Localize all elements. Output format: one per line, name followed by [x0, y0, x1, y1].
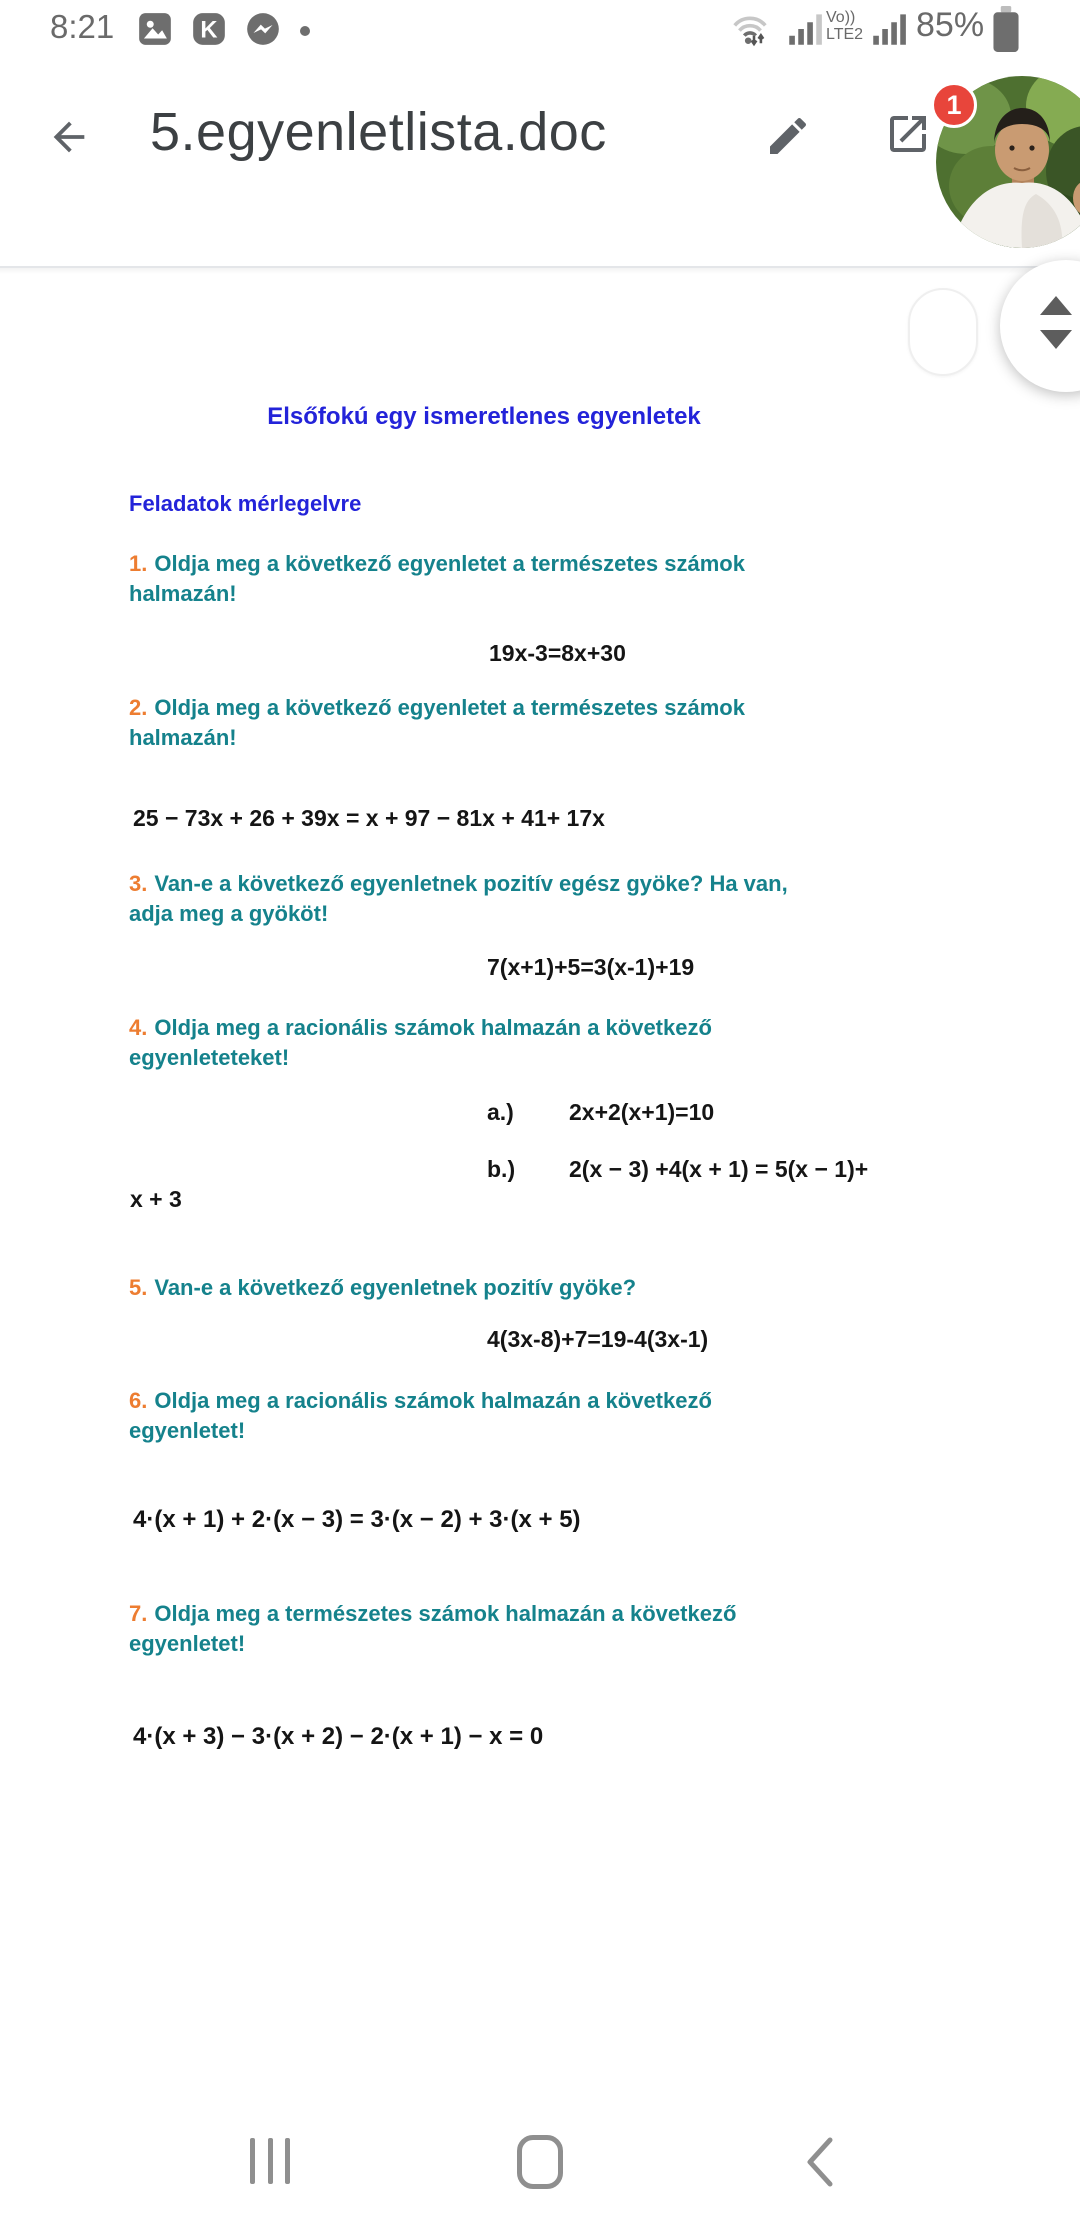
exercise-3-number: 3.	[129, 871, 148, 896]
status-bar	[0, 0, 1080, 56]
exercise-4	[129, 1013, 769, 1073]
exercise-3	[129, 869, 829, 929]
exercise-1-number: 1.	[129, 551, 148, 576]
exercise-2-text: Oldja meg a következő egyenletet a természetes számok halmazán!	[129, 695, 745, 750]
exercise-5	[129, 1273, 636, 1303]
recents-icon[interactable]	[250, 2138, 290, 2184]
scroll-up-icon	[1040, 296, 1072, 315]
home-icon[interactable]	[517, 2135, 563, 2189]
signal-icon-sim2	[872, 11, 906, 47]
equation-4b-label: b.)	[487, 1156, 516, 1182]
doc-section-heading: Feladatok mérlegelvre	[129, 491, 362, 516]
header-shadow	[0, 268, 1080, 274]
exercise-1-text: Oldja meg a következő egyenletet a természetes számok halmazán!	[129, 551, 745, 606]
exercise-6	[129, 1386, 769, 1446]
exercise-4-text: Oldja meg a racionális számok halmazán a következő egyenleteteket!	[129, 1015, 712, 1070]
document-title: 5.egyenletlista.doc	[150, 102, 607, 162]
exercise-7-number: 7.	[129, 1601, 148, 1626]
exercise-3-text: Van-e a következő egyenletnek pozitív egész gyöke? Ha van, adja meg a gyököt!	[129, 871, 788, 926]
clock: 8:21	[50, 8, 115, 45]
equation-4b-continuation: x + 3	[130, 1186, 182, 1212]
exercise-1	[129, 549, 749, 609]
exercise-5-number: 5.	[129, 1275, 148, 1300]
signal-icon-sim1	[788, 11, 822, 47]
exercise-7	[129, 1599, 769, 1659]
notification-badge: 1	[931, 82, 977, 128]
app-header	[0, 56, 1080, 212]
exercise-5-text: Van-e a következő egyenletnek pozitív gyöke?	[154, 1275, 637, 1300]
exercise-2	[129, 693, 749, 753]
notification-dot	[300, 26, 310, 36]
equation-6: 4·(x + 1) + 2·(x − 3) = 3·(x − 2) + 3·(x + 5)	[133, 1506, 581, 1533]
wifi-icon	[728, 8, 772, 48]
equation-3: 7(x+1)+5=3(x-1)+19	[487, 954, 695, 980]
messenger-icon	[244, 10, 282, 48]
equation-5: 4(3x-8)+7=19-4(3x-1)	[487, 1326, 709, 1352]
recents-bar	[268, 2138, 273, 2184]
open-in-new-icon[interactable]	[884, 110, 932, 158]
lte-label: LTE2	[826, 26, 864, 43]
battery-icon	[992, 6, 1020, 52]
equation-4b: 2(x − 3) +4(x + 1) = 5(x − 1)+	[569, 1156, 869, 1182]
exercise-6-number: 6.	[129, 1388, 148, 1413]
equation-2: 25 − 73x + 26 + 39x = x + 97 − 81x + 41+ 17x	[133, 805, 605, 831]
fast-scroll-handle[interactable]	[1000, 260, 1080, 392]
edit-pencil-icon[interactable]	[764, 112, 812, 160]
exercise-4-number: 4.	[129, 1015, 148, 1040]
recents-bar	[285, 2138, 290, 2184]
android-nav-bar	[0, 2120, 1080, 2220]
equation-4a-label: a.)	[487, 1099, 514, 1125]
doc-heading: Elsőfokú egy ismeretlenes egyenletek	[267, 403, 701, 430]
network-type-label	[826, 9, 863, 43]
gallery-icon	[136, 10, 174, 48]
k-app-icon	[190, 10, 228, 48]
equation-4a: 2x+2(x+1)=10	[569, 1099, 715, 1125]
recents-bar	[250, 2138, 255, 2184]
battery-percent: 85%	[916, 6, 985, 44]
exercise-6-text: Oldja meg a racionális számok halmazán a következő egyenletet!	[129, 1388, 712, 1443]
scrollbar-thumb[interactable]	[908, 288, 978, 376]
equation-7: 4·(x + 3) − 3·(x + 2) − 2·(x + 1) − x = 0	[133, 1723, 544, 1750]
volte-label: Vo))	[826, 9, 856, 26]
scroll-down-icon	[1040, 330, 1072, 349]
equation-1: 19x-3=8x+30	[489, 640, 626, 666]
svg-text:K: K	[200, 16, 218, 44]
back-icon[interactable]	[800, 2136, 840, 2188]
exercise-7-text: Oldja meg a természetes számok halmazán a következő egyenletet!	[129, 1601, 737, 1656]
exercise-2-number: 2.	[129, 695, 148, 720]
back-arrow-icon[interactable]	[46, 114, 92, 160]
